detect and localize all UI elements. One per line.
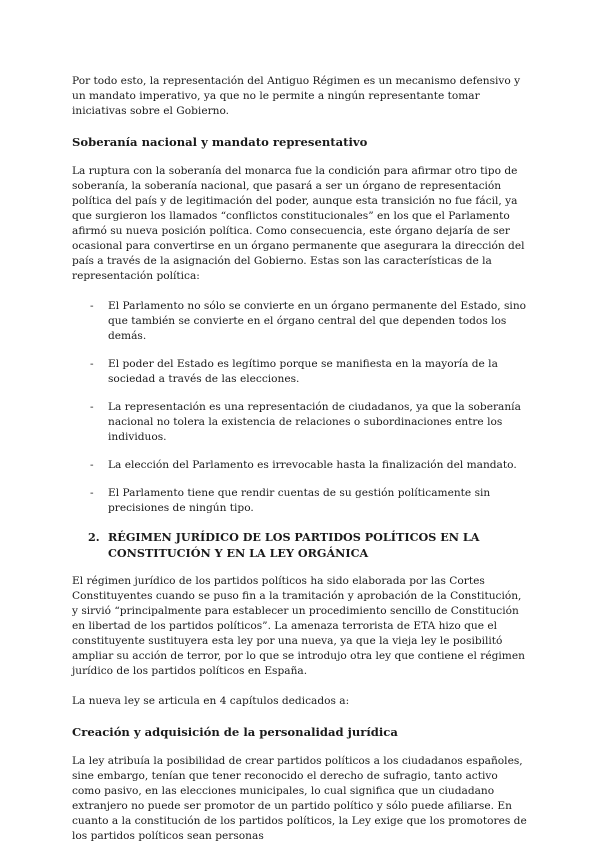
section-title: RÉGIMEN JURÍDICO DE LOS PARTIDOS POLÍTICOS EN LA CONSTITUCIÓN Y EN LA LEY ORGÁNICA: [108, 530, 480, 560]
list-item: [72, 299, 528, 344]
creacion-paragraph: La ley atribuía la posibilidad de crear partidos políticos a los ciudadanos españoles, sine embargo, tenían que tener reconocido el derecho de sufragio, tanto activo como pasivo, en las elecciones municipales, lo cual significa que un ciudadano extranjero no puede ser promotor de un partido político y sólo puede afiliarse. En cuanto a la constitución de los partidos políticos, la Ley exige que los promotores de los partidos políticos sean personas: [72, 755, 527, 842]
list-item: [72, 400, 528, 445]
numbered-section-heading: [72, 529, 528, 561]
chapters-intro-paragraph: La nueva ley se articula en 4 capítulos dedicados a:: [72, 695, 350, 707]
list-bullet: -: [90, 487, 94, 499]
section-heading-soberania: Soberanía nacional y mandato representativo: [72, 135, 368, 149]
list-item-text: El Parlamento tiene que rendir cuentas de su gestión políticamente sin precisiones de ningún tipo.: [108, 487, 491, 514]
list-item-text: El Parlamento no sólo se convierte en un órgano permanente del Estado, sino que también se convierte en el órgano central del que dependen todos los demás.: [108, 300, 527, 342]
list-item: [72, 458, 528, 473]
list-bullet: -: [90, 401, 94, 413]
list-item-text: La elección del Parlamento es irrevocable hasta la finalización del mandato.: [108, 459, 517, 471]
list-bullet: -: [90, 459, 94, 471]
intro-paragraph: Por todo esto, la representación del Antiguo Régimen es un mecanismo defensivo y un mandato imperativo, ya que no le permite a ningún representante tomar iniciativas sobre el Gobierno.: [72, 75, 521, 117]
list-bullet: -: [90, 358, 94, 370]
section-heading-creacion: Creación y adquisición de la personalidad jurídica: [72, 725, 398, 739]
list-item-text: La representación es una representación de ciudadanos, ya que la soberanía nacional no tolera la existencia de relaciones o subordinaciones entre los individuos.: [108, 401, 521, 443]
list-item: [72, 357, 528, 387]
section-paragraph-soberania: La ruptura con la soberanía del monarca fue la condición para afirmar otro tipo de soberanía, la soberanía nacional, que pasará a ser un órgano de representación política del país y de legitimación del poder, aunque esta transición no fue fácil, ya que surgieron los llamados “conflictos constitucionales” en los que el Parlamento afirmó su nueva posición política. Como consecuencia, este órgano dejaría de ser ocasional para convertirse en un órgano permanente que asegurara la dirección del país a través de la asignación del Gobierno. Estas son las características de la representación política:: [72, 165, 525, 282]
list-item: [72, 486, 528, 516]
regimen-paragraph: El régimen jurídico de los partidos políticos ha sido elaborada por las Cortes Constituyentes cuando se puso fin a la tramitación y aprobación de la Constitución, y sirvió “principalmente para establecer un procedimiento sencillo de Constitución en libertad de los partidos políticos”. La amenaza terrorista de ETA hizo que el constituyente sustituyera esta ley por una nueva, ya que la vieja ley le posibilitó ampliar su acción de terror, por lo que se introdujo otra ley que contiene el régimen jurídico de los partidos políticos en España.: [72, 575, 525, 677]
list-bullet: -: [90, 300, 94, 312]
section-number: 2.: [88, 530, 100, 544]
characteristics-list: [72, 299, 528, 516]
list-item-text: El poder del Estado es legítimo porque se manifiesta en la mayoría de la sociedad a través de las elecciones.: [108, 358, 498, 385]
